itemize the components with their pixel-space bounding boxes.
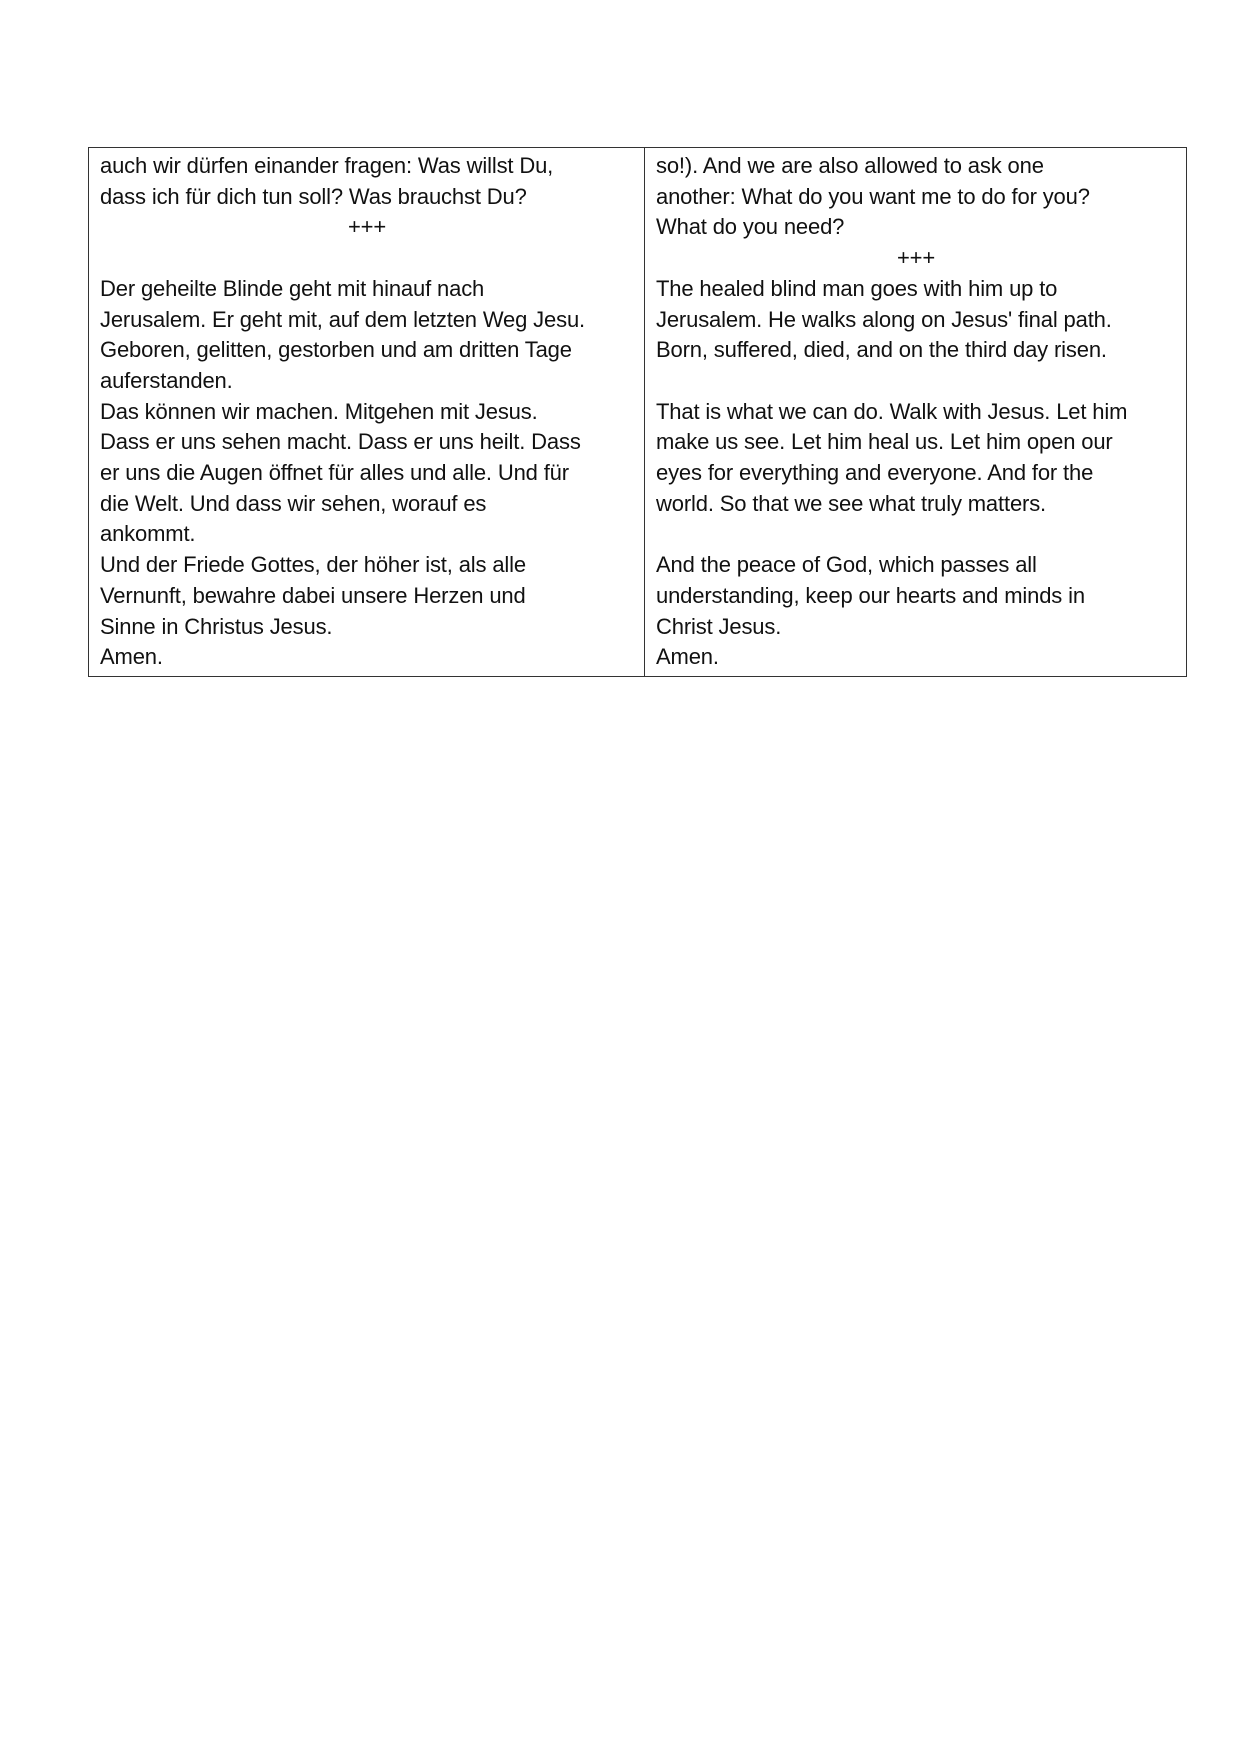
- german-line: Amen.: [100, 644, 163, 670]
- section-separator: +++: [347, 214, 387, 240]
- german-line: ankommt.: [100, 521, 196, 547]
- english-line: The healed blind man goes with him up to: [656, 275, 1058, 301]
- german-line: Geboren, gelitten, gestorben und am dritten Tage: [100, 337, 572, 363]
- english-line: world. So that we see what truly matters.: [656, 490, 1047, 516]
- english-line: eyes for everything and everyone. And for the: [656, 460, 1094, 486]
- table-row: [89, 148, 1187, 677]
- english-line: understanding, keep our hearts and minds in: [656, 582, 1085, 608]
- german-line: auch wir dürfen einander fragen: Was willst Du,: [100, 153, 554, 178]
- german-line: die Welt. Und dass wir sehen, worauf es: [100, 490, 487, 516]
- german-line: Sinne in Christus Jesus.: [100, 613, 333, 639]
- english-column: [645, 148, 1187, 677]
- translation-table: [88, 147, 1187, 677]
- german-line: Das können wir machen. Mitgehen mit Jesus.: [100, 398, 538, 424]
- blank-line: [100, 243, 634, 274]
- german-column: [89, 148, 645, 677]
- english-line: That is what we can do. Walk with Jesus. Let him: [656, 398, 1128, 424]
- section-separator: +++: [896, 245, 936, 271]
- blank-line: [656, 519, 1176, 550]
- blank-line: [656, 366, 1176, 397]
- german-line: Dass er uns sehen macht. Dass er uns heilt. Dass: [100, 429, 581, 455]
- german-line: er uns die Augen öffnet für alles und alle. Und für: [100, 460, 569, 486]
- german-line: Vernunft, bewahre dabei unsere Herzen und: [100, 582, 526, 608]
- english-line: Amen.: [656, 644, 719, 670]
- german-line: Der geheilte Blinde geht mit hinauf nach: [100, 275, 485, 301]
- german-line: dass ich für dich tun soll? Was brauchst Du?: [100, 183, 527, 209]
- german-line: auferstanden.: [100, 367, 233, 393]
- german-line: Jerusalem. Er geht mit, auf dem letzten Weg Jesu.: [100, 306, 586, 332]
- english-line: make us see. Let him heal us. Let him open our: [656, 429, 1113, 455]
- english-line: Jerusalem. He walks along on Jesus' final path.: [656, 306, 1112, 332]
- english-line: so!). And we are also allowed to ask one: [656, 153, 1044, 178]
- german-line: Und der Friede Gottes, der höher ist, als alle: [100, 552, 526, 578]
- english-line: Born, suffered, died, and on the third day risen.: [656, 337, 1107, 363]
- english-line: Christ Jesus.: [656, 613, 782, 639]
- english-line: What do you need?: [656, 214, 845, 240]
- english-line: another: What do you want me to do for you?: [656, 183, 1090, 209]
- english-line: And the peace of God, which passes all: [656, 552, 1037, 578]
